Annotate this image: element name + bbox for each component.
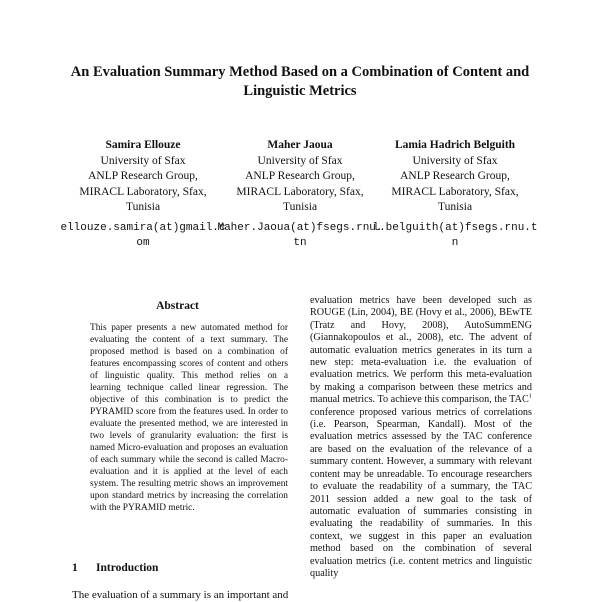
- author-affiliation-line: MIRACL Laboratory, Sfax,: [236, 185, 364, 198]
- author-block-3: [370, 138, 540, 251]
- author-name: Lamia Hadrich Belguith: [394, 139, 516, 151]
- paper-title: An Evaluation Summary Method Based on a Combination of Content and Linguistic Metrics: [70, 64, 530, 99]
- author-affiliation-line: University of Sfax: [412, 154, 498, 167]
- author-affiliation-line: Tunisia: [125, 201, 161, 213]
- abstract-heading: Abstract: [156, 300, 199, 312]
- section-heading: [72, 562, 158, 574]
- author-name: Samira Ellouze: [105, 139, 181, 151]
- author-affiliation-line: University of Sfax: [257, 154, 343, 167]
- author-affiliation-line: University of Sfax: [100, 154, 186, 167]
- body-text: conference proposed various metrics of correlations (i.e. Pearson, Spearman, Kandall). Most of the evaluation metrics assessed by the TAC conference are based on the evaluation of the relevance of a summary content. However, a summary with relevant content may be unreadable. To encourage researchers to evaluate the readability of a summary, the TAC 2011 session added a new goal to the task of automatic evaluation of summaries consisting in evaluating the readability of summaries. In this context, we suggest in this paper an evaluation method based on the combination of several evaluation metrics (i.e. content metrics and linguistic quality: [310, 406, 532, 579]
- author-affiliation-line: ANLP Research Group,: [245, 170, 355, 182]
- section-number: 1: [72, 562, 78, 574]
- author-affiliation-line: ANLP Research Group,: [400, 170, 510, 182]
- author-affiliation-line: MIRACL Laboratory, Sfax,: [391, 185, 519, 198]
- right-column-text: [310, 295, 532, 580]
- author-email: Maher.Jaoua(at)fsegs.rnu.tn: [217, 221, 383, 249]
- footnote-marker: 1: [528, 392, 532, 400]
- author-affiliation-line: Tunisia: [437, 201, 473, 213]
- author-email: ellouze.samira(at)gmail.com: [60, 221, 226, 249]
- author-block-1: [58, 138, 228, 251]
- author-block-2: [215, 138, 385, 251]
- author-affiliation-line: Tunisia: [282, 201, 318, 213]
- author-affiliation-line: MIRACL Laboratory, Sfax,: [79, 185, 207, 198]
- body-text: evaluation metrics have been developed such as ROUGE (Lin, 2004), BE (Hovy et al., 2006), BEwTE (Tratz and Hovy, 2008), AutoSummENG (Giannakopoulos et al., 2008), etc. The advent of automatic evaluation metrics generates in its turn a new step: meta-evaluation i.e. the evaluation of evaluation metrics. We perform this meta-evaluation by making a comparison between these metrics and manual metrics. To achieve this comparison, the TAC: [310, 295, 532, 406]
- author-name: Maher Jaoua: [267, 139, 333, 151]
- section-title: Introduction: [96, 562, 159, 574]
- abstract-text: This paper presents a new automated method for evaluating the content of a text summary. The proposed method is based on a combination of features encompassing scores of content and others of linguistic quality. This method relies on a learning technique called linear regression. The objective of this combination is to predict the PYRAMID score from the features used. In order to evaluate the presented method, we are interested in two levels of granularity evaluation: the first is named Micro-evaluation and proposes an evaluation of each summary while the second is called Macro-evaluation and it is applied at the level of each system. The resulting metric shows an improvement upon standard metrics by increasing the correlation with the PYRAMID metric.: [90, 323, 288, 513]
- author-email: l.belguith(at)fsegs.rnu.tn: [372, 221, 538, 249]
- author-affiliation-line: ANLP Research Group,: [88, 170, 198, 182]
- intro-text: The evaluation of a summary is an important and: [72, 589, 289, 601]
